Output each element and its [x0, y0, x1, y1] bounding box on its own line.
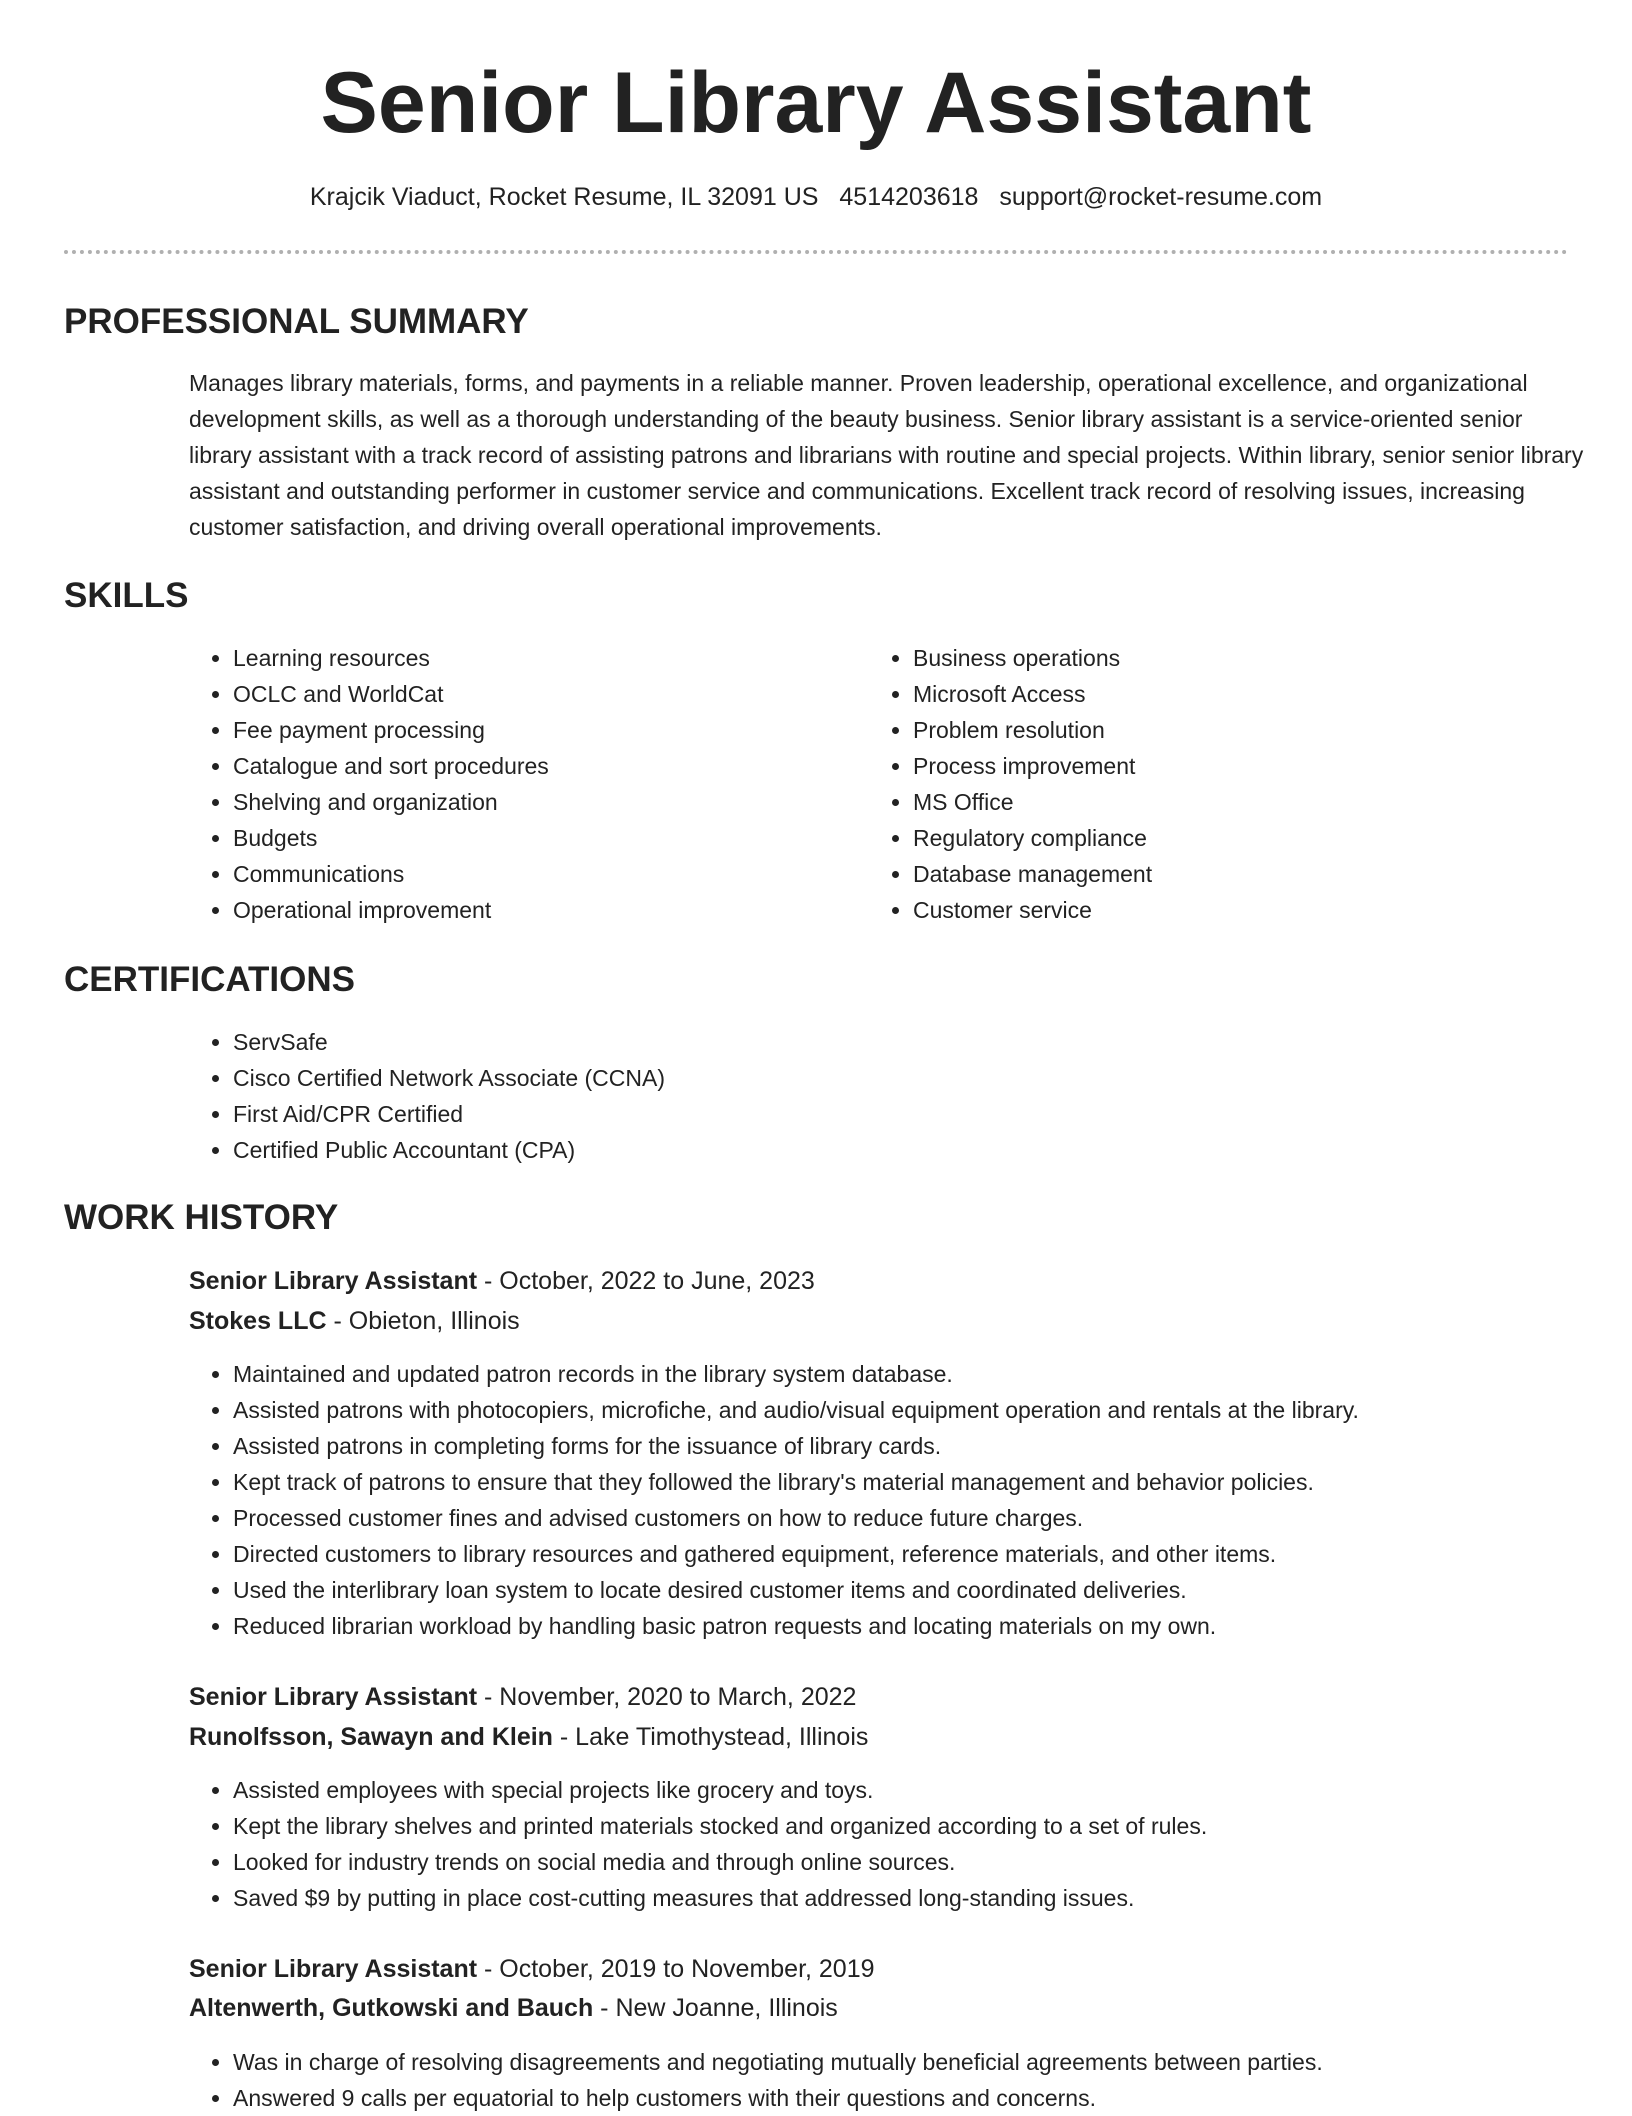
- job-bullets: [189, 1772, 1613, 1916]
- job-role: Senior Library Assistant: [189, 1267, 478, 1295]
- job-bullet: • Reduced librarian workload by handling basic patron requests and locating materials on my own.: [233, 1608, 1613, 1644]
- summary-heading: PROFESSIONAL SUMMARY: [64, 302, 529, 341]
- certification-item: • Cisco Certified Network Associate (CCNA): [233, 1060, 1533, 1096]
- job-location: - Lake Timothystead, Illinois: [552, 1723, 869, 1751]
- job-bullet: • Looked for industry trends on social media and through online sources.: [233, 1844, 1613, 1880]
- job-bullet: • Assisted employees with special projects like grocery and toys.: [233, 1772, 1613, 1808]
- job-role: Senior Library Assistant: [189, 1683, 478, 1711]
- summary-text: Manages library materials, forms, and payments in a reliable manner. Proven leadership, operational excellence, and organizational development skills, as well as a thorough understanding of the beauty business. Senior library assistant is a service-oriented senior library assistant with a track record of assisting patrons and librarians with routine and special projects. Within library, senior senior library assistant and outstanding performer in customer service and communications. Excellent track record of resolving issues, increasing customer satisfaction, and driving overall operational improvements.: [189, 370, 1584, 540]
- job-bullet: • Answered 9 calls per equatorial to help customers with their questions and concerns.: [233, 2080, 1613, 2116]
- certifications-heading: CERTIFICATIONS: [64, 960, 356, 999]
- job-dates: - October, 2022 to June, 2023: [477, 1267, 815, 1295]
- skills-heading: SKILLS: [64, 576, 189, 615]
- contact-address: Krajcik Viaduct, Rocket Resume, IL 32091 US: [309, 183, 819, 211]
- job-dates: - October, 2019 to November, 2019: [477, 1955, 875, 1983]
- skill-item: • MS Office: [913, 784, 1533, 820]
- job-company-line: [189, 1988, 838, 2028]
- job-company: Runolfsson, Sawayn and Klein: [189, 1723, 553, 1751]
- job-company-line: [189, 1717, 868, 1757]
- skill-item: • Communications: [233, 856, 853, 892]
- certification-item: • Certified Public Accountant (CPA): [233, 1132, 1533, 1168]
- skill-item: • Regulatory compliance: [913, 820, 1533, 856]
- skill-item: • Problem resolution: [913, 712, 1533, 748]
- job-bullet: • Saved $9 by putting in place cost-cutting measures that addressed long-standing issues.: [233, 1880, 1613, 1916]
- job-title-line: [189, 1949, 875, 1989]
- skill-item: • Database management: [913, 856, 1533, 892]
- job-bullet: • Processed customer fines and advised customers on how to reduce future charges.: [233, 1500, 1613, 1536]
- job-bullet: • Maintained and updated patron records in the library system database.: [233, 1356, 1613, 1392]
- job-title-line: [189, 1261, 815, 1301]
- certification-item: • First Aid/CPR Certified: [233, 1096, 1533, 1132]
- skill-item: • Catalogue and sort procedures: [233, 748, 853, 784]
- skill-item: • Microsoft Access: [913, 676, 1533, 712]
- contact-email: support@rocket-resume.com: [999, 183, 1323, 211]
- skill-item: • Operational improvement: [233, 892, 853, 928]
- job-bullet: • Kept the library shelves and printed materials stocked and organized according to a set of rules.: [233, 1808, 1613, 1844]
- skills-list-left: [189, 640, 853, 928]
- job-bullet: • Assisted patrons with photocopiers, microfiche, and audio/visual equipment operation and rentals at the library.: [233, 1392, 1613, 1428]
- skill-item: • Business operations: [913, 640, 1533, 676]
- job-location: - Obieton, Illinois: [326, 1307, 520, 1335]
- skill-item: • Budgets: [233, 820, 853, 856]
- job-bullet: • Was in charge of resolving disagreements and negotiating mutually beneficial agreements between parties.: [233, 2044, 1613, 2080]
- certifications-list: [189, 1024, 1533, 1168]
- skill-item: • Process improvement: [913, 748, 1533, 784]
- job-role: Senior Library Assistant: [189, 1955, 478, 1983]
- contact-line: [0, 182, 1632, 212]
- resume-name: Senior Library Assistant: [320, 55, 1312, 151]
- job-dates: - November, 2020 to March, 2022: [477, 1683, 857, 1711]
- job-bullet: • Directed customers to library resources and gathered equipment, reference materials, and other items.: [233, 1536, 1613, 1572]
- skill-item: • Shelving and organization: [233, 784, 853, 820]
- job-company: Altenwerth, Gutkowski and Bauch: [189, 1994, 594, 2022]
- contact-phone: 4514203618: [839, 183, 979, 211]
- skills-list-right: [869, 640, 1533, 928]
- job-bullets: [189, 1356, 1613, 1644]
- job-company: Stokes LLC: [189, 1307, 327, 1335]
- job-company-line: [189, 1301, 520, 1341]
- job-bullet: • Used the interlibrary loan system to locate desired customer items and coordinated deliveries.: [233, 1572, 1613, 1608]
- skill-item: • Learning resources: [233, 640, 853, 676]
- job-bullet: • Kept track of patrons to ensure that they followed the library's material management and behavior policies.: [233, 1464, 1613, 1500]
- skill-item: • Customer service: [913, 892, 1533, 928]
- job-bullet: • Assisted patrons in completing forms for the issuance of library cards.: [233, 1428, 1613, 1464]
- skill-item: • Fee payment processing: [233, 712, 853, 748]
- job-bullets: [189, 2044, 1613, 2116]
- work-history-heading: WORK HISTORY: [64, 1198, 339, 1237]
- job-location: - New Joanne, Illinois: [593, 1994, 838, 2022]
- job-title-line: [189, 1677, 856, 1717]
- header-divider: [64, 250, 1568, 254]
- skill-item: • OCLC and WorldCat: [233, 676, 853, 712]
- certification-item: • ServSafe: [233, 1024, 1533, 1060]
